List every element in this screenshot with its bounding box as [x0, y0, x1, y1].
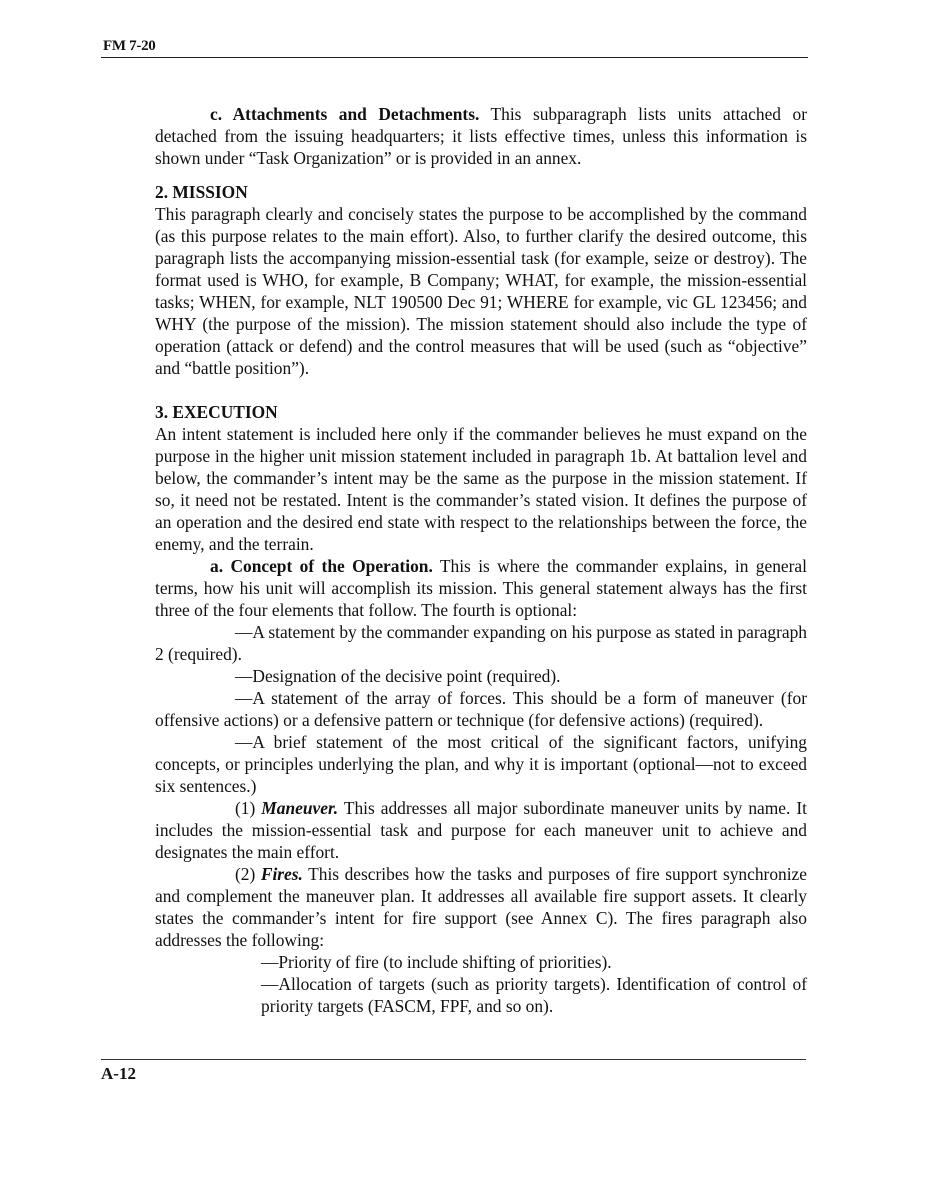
page-body: [155, 103, 807, 1017]
concept-text: This is where the commander explains, in general terms, how his unit will accomplish its mission. This general statement always has the first three of the four elements that follow. The fourth is optional:: [155, 556, 807, 620]
para-attachments-heading: c. Attachments and Detachments.: [210, 104, 480, 124]
header-rule: [101, 57, 808, 58]
fires-paragraph: (2) Fires. This describes how the tasks and purposes of fire support synchronize and complement the maneuver plan. It addresses all available fire support assets. It clearly states the commander’s intent for fire support (see Annex C). The fires paragraph also addresses the following:: [155, 864, 807, 950]
execution-heading: 3. EXECUTION: [155, 402, 278, 422]
concept-paragraph: [155, 555, 807, 621]
para-attachments: [155, 103, 807, 169]
maneuver-heading: Maneuver.: [261, 798, 339, 818]
running-header: FM 7-20: [103, 38, 156, 54]
execution-text: An intent statement is included here only if the commander believes he must expand on the purpose in the higher unit mission statement included in paragraph 1b. At battalion level and below, the commander’s intent may be the same as the purpose in the mission statement. If so, it need not be restated. Intent is the commander’s stated vision. It defines the purpose of an operation and the desired end state with respect to the relationships between the force, the enemy, and the terrain.: [155, 424, 807, 554]
fires-text: This describes how the tasks and purposes of fire support synchronize and complement the maneuver plan. It addresses all available fire support assets. It clearly states the commander’s intent for fire support (see Annex C). The fires paragraph also addresses the following:: [155, 864, 807, 950]
para-attachments-text: This subparagraph lists units attached or detached from the issuing headquarters; it lists effective times, unless this information is shown under “Task Organization” or is provided in an annex.: [155, 104, 807, 168]
mission-text: This paragraph clearly and concisely states the purpose to be accomplished by the command (as this purpose relates to the main effort). Also, to further clarify the desired outcome, this paragraph lists the accompanying mission-essential task (for example, seize or destroy). The format used is WHO, for example, B Company; WHAT, for example, the mission-essential tasks; WHEN, for example, NLT 190500 Dec 91; WHERE for example, vic GL 123456; and WHY (the purpose of the mission). The mission statement should also include the type of operation (attack or defend) and the control measures that will be used (such as “objective” and “battle position”).: [155, 204, 807, 378]
fires-heading: Fires.: [260, 864, 303, 884]
concept-element-2: —Designation of the decisive point (required).: [235, 666, 561, 686]
concept-element-4: —A brief statement of the most critical of the significant factors, unifying concepts, or principles underlying the plan, and why it is important (optional—not to exceed six sentences.): [155, 732, 807, 796]
fires-item-2: —Allocation of targets (such as priority targets). Identification of control of priority targets (FASCM, FPF, and so on).: [261, 974, 807, 1016]
maneuver-paragraph: (1) Maneuver. This addresses all major subordinate maneuver units by name. It includes the mission-essential task and purpose for each maneuver unit to achieve and designates the main effort.: [155, 798, 807, 862]
page-number: A-12: [101, 1064, 136, 1083]
concept-heading: a. Concept of the Operation.: [210, 556, 433, 576]
footer-rule: [101, 1059, 806, 1060]
concept-element-3: —A statement of the array of forces. This should be a form of maneuver (for offensive actions) or a defensive pattern or technique (for defensive actions) (required).: [155, 688, 807, 730]
maneuver-text: This addresses all major subordinate maneuver units by name. It includes the mission-essential task and purpose for each maneuver unit to achieve and designates the main effort.: [155, 798, 807, 862]
concept-element-1: —A statement by the commander expanding on his purpose as stated in paragraph 2 (required).: [155, 622, 807, 664]
fires-item-1: —Priority of fire (to include shifting of priorities).: [261, 952, 612, 972]
mission-heading: 2. MISSION: [155, 182, 248, 202]
